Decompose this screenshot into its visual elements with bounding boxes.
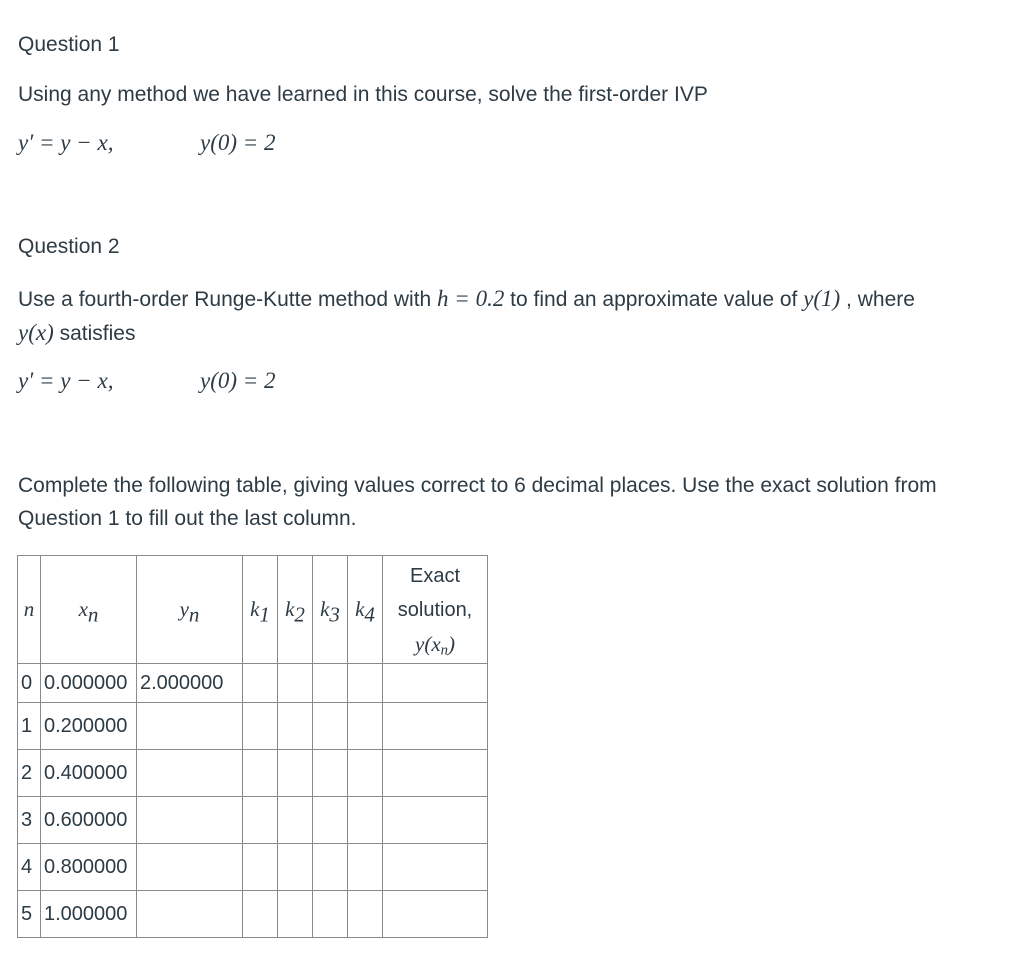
header-k4: $k_4$ [348,556,383,664]
q2-eq-ode: y′ = y − x, [18,368,114,393]
table-row [18,750,488,797]
cell-k4 [348,891,383,938]
cell-n: 3 [18,797,41,844]
cell-k3 [313,664,348,703]
q2-prompt-post: , where [840,288,915,311]
cell-k4 [348,664,383,703]
cell-exact [383,797,488,844]
cell-k2 [278,664,313,703]
cell-yn [137,844,243,891]
cell-xn: 0.600000 [41,797,137,844]
cell-k2 [278,750,313,797]
cell-k4 [348,750,383,797]
cell-k1 [243,891,278,938]
cell-yn [137,797,243,844]
cell-n: 4 [18,844,41,891]
q1-equation [18,130,276,156]
q1-prompt: Using any method we have learned in this course, solve the first-order IVP [18,83,708,106]
cell-k3 [313,844,348,891]
q2-prompt-mid: to find an approximate value of [504,288,804,311]
q2-heading: Question 2 [18,235,120,258]
cell-k3 [313,750,348,797]
table-row [18,844,488,891]
q2-prompt [18,282,1008,350]
cell-yn: 2.000000 [137,664,243,703]
cell-k3 [313,703,348,750]
q2-line2-math: y(x) [18,320,54,345]
cell-exact [383,844,488,891]
q2-prompt-pre: Use a fourth-order Runge-Kutte method with [18,288,438,311]
cell-k1 [243,703,278,750]
table-row [18,664,488,703]
header-k1: $k_1$ [243,556,278,664]
cell-k2 [278,844,313,891]
cell-k1 [243,750,278,797]
cell-k3 [313,891,348,938]
table-row [18,703,488,750]
header-exact-solution: Exact solution, $y(x_n)$ [383,556,488,664]
q1-eq-initial-condition: y(0) = 2 [200,130,276,155]
cell-xn: 1.000000 [41,891,137,938]
cell-exact [383,664,488,703]
cell-xn: 0.000000 [41,664,137,703]
cell-xn: 0.400000 [41,750,137,797]
cell-k4 [348,797,383,844]
header-k2: $k_2$ [278,556,313,664]
q2-target: y(1) [803,286,841,311]
q2-eq-initial-condition: y(0) = 2 [200,368,276,393]
cell-yn [137,891,243,938]
cell-exact [383,750,488,797]
cell-n: 5 [18,891,41,938]
cell-xn: 0.200000 [41,703,137,750]
cell-k1 [243,797,278,844]
cell-k2 [278,891,313,938]
rk4-table [17,555,488,938]
header-n: n [18,556,41,664]
cell-k1 [243,664,278,703]
cell-n: 0 [18,664,41,703]
cell-exact [383,703,488,750]
cell-n: 2 [18,750,41,797]
cell-k4 [348,844,383,891]
table-header-row [18,556,488,664]
header-yn: $y_n$ [137,556,243,664]
table-row [18,797,488,844]
header-xn: $x_n$ [41,556,137,664]
q1-eq-ode: y′ = y − x, [18,130,114,155]
q2-equation [18,368,276,394]
q1-heading: Question 1 [18,33,120,56]
cell-n: 1 [18,703,41,750]
cell-yn [137,703,243,750]
cell-k2 [278,703,313,750]
cell-k2 [278,797,313,844]
cell-exact [383,891,488,938]
header-k3: $k_3$ [313,556,348,664]
cell-k3 [313,797,348,844]
cell-yn [137,750,243,797]
q2-line2-text: satisfies [53,322,136,345]
cell-xn: 0.800000 [41,844,137,891]
q2-step-size: h = 0.2 [437,286,505,311]
instructions-line2: Question 1 to fill out the last column. [18,507,357,530]
table-instructions [18,469,1018,535]
table-row [18,891,488,938]
instructions-line1: Complete the following table, giving values correct to 6 decimal places. Use the exact solution from [18,474,937,497]
cell-k1 [243,844,278,891]
cell-k4 [348,703,383,750]
